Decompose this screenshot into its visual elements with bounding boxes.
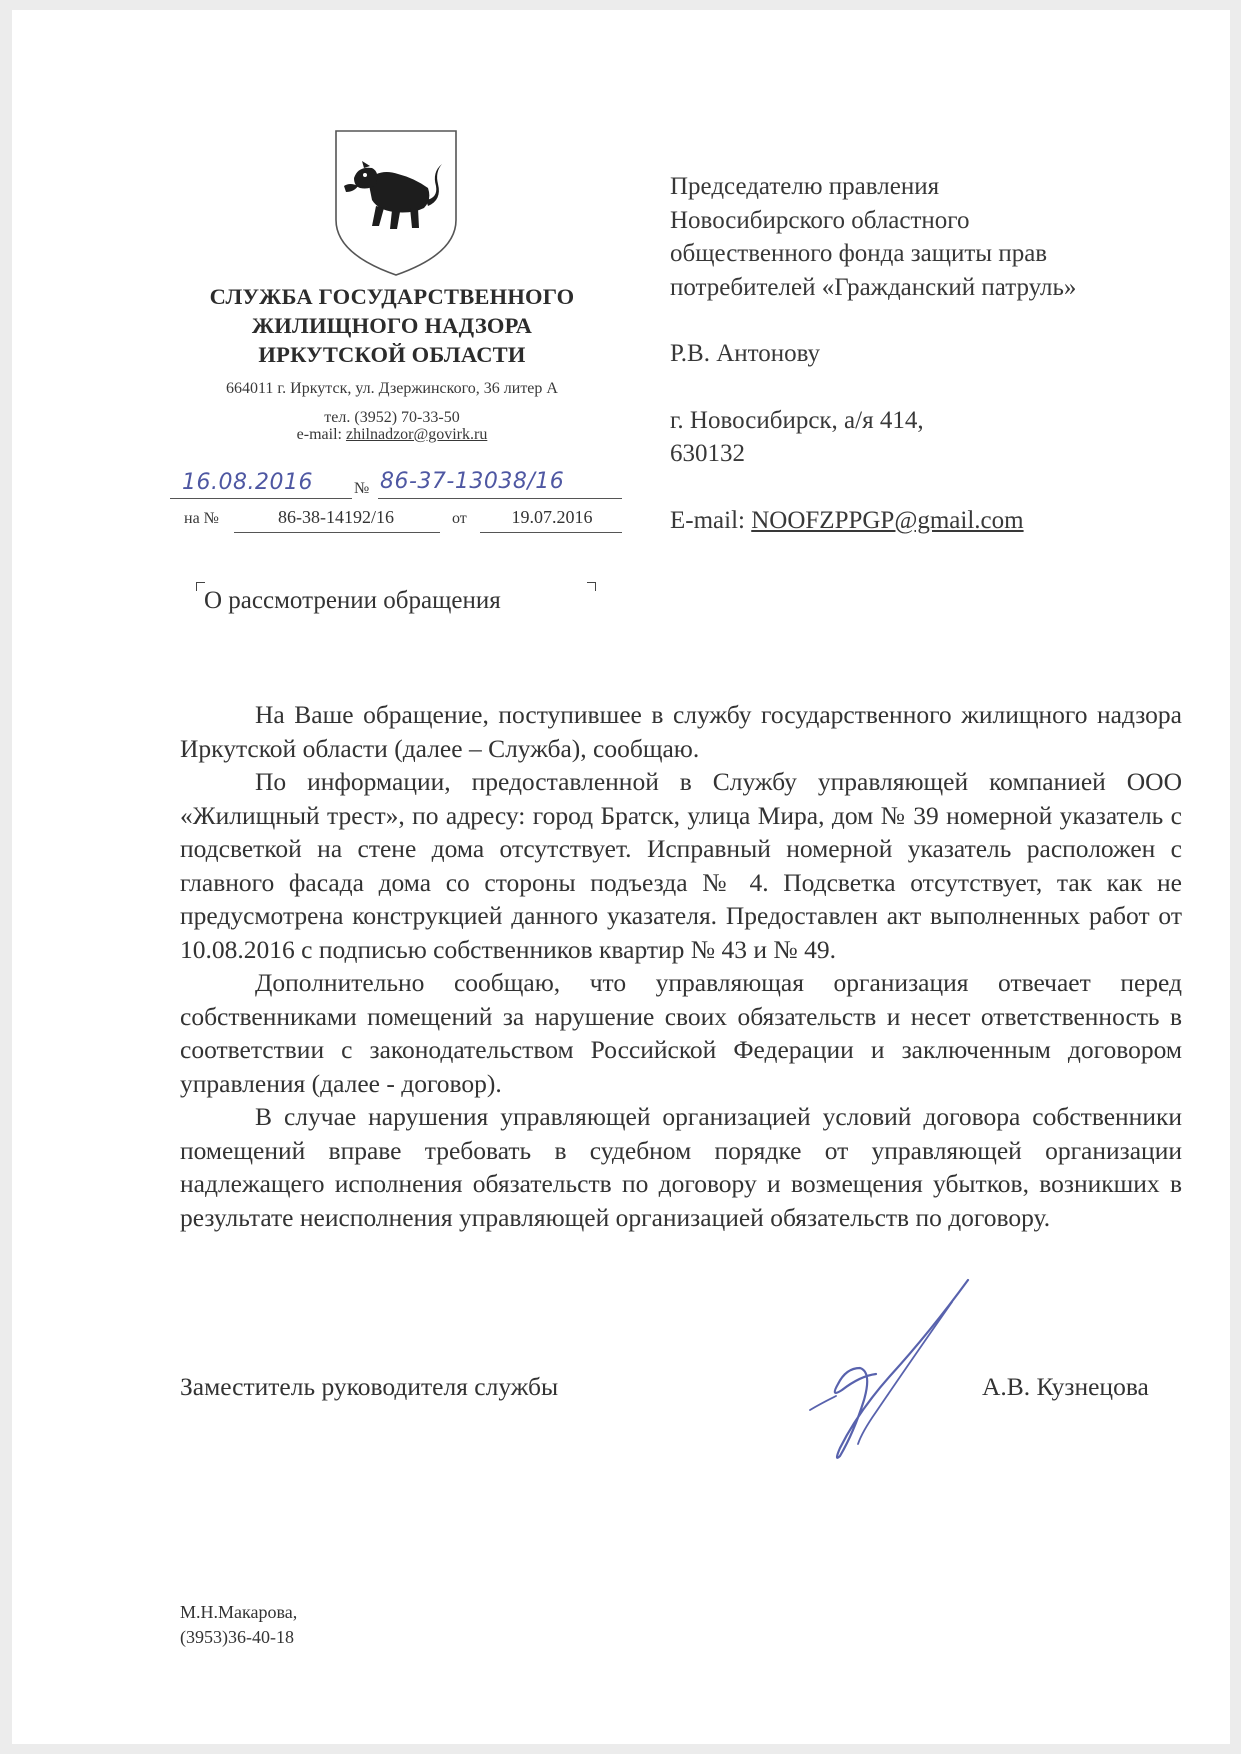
reply-to-label: на № xyxy=(184,510,219,527)
executor-block xyxy=(180,1600,297,1650)
number-sign: № xyxy=(354,480,370,497)
outgoing-number: 86-37-13038/16 xyxy=(380,469,565,494)
subject-corner-right xyxy=(587,582,596,591)
signatory-position: Заместитель руководителя службы xyxy=(180,1372,559,1401)
organization-address: 664011 г. Иркутск, ул. Дзержинского, 36 литер А xyxy=(226,380,558,397)
body-paragraph: В случае нарушения управляющей организацией условий договора собственники помещений вправе требовать в судебном порядке от управляющей организации надлежащего исполнения обязательств по договору и возмещения убытков, возникших в результате неисполнения управляющей организацией обязательств по договору. xyxy=(180,1102,1182,1232)
reply-to-date-label: от xyxy=(452,510,467,527)
signatory-name: А.В. Кузнецова xyxy=(982,1372,1149,1401)
org-name-line: ИРКУТСКОЙ ОБЛАСТИ xyxy=(258,342,526,367)
addressee-line: общественного фонда защиты прав xyxy=(670,240,1048,267)
reply-to-number: 86-38-14192/16 xyxy=(278,507,394,527)
org-name-line: СЛУЖБА ГОСУДАРСТВЕННОГО xyxy=(209,284,575,309)
reply-to-number-rule xyxy=(234,532,440,533)
org-name-line: ЖИЛИЩНОГО НАДЗОРА xyxy=(251,313,533,338)
reply-to-date: 19.07.2016 xyxy=(511,507,593,527)
letter-body xyxy=(180,698,1182,1234)
email-label: e-mail: xyxy=(296,426,342,443)
letter-page xyxy=(12,10,1230,1744)
addressee-email-link[interactable]: NOOFZPPGP@gmail.com xyxy=(751,506,1024,534)
irkutsk-coat-of-arms-icon xyxy=(332,128,460,278)
body-paragraph: На Ваше обращение, поступившее в службу государственного жилищного надзора Иркутской области (далее – Служба), сообщаю. xyxy=(180,700,1182,763)
outgoing-number-rule xyxy=(378,498,622,499)
reply-to-date-rule xyxy=(480,532,622,533)
addressee-email-label: E-mail: xyxy=(670,506,745,534)
organization-email-link[interactable]: zhilnadzor@govirk.ru xyxy=(345,426,488,443)
organization-email-line xyxy=(162,426,622,444)
addressee-address-line: 630132 xyxy=(670,440,745,467)
executor-phone: (3953)36-40-18 xyxy=(180,1627,294,1647)
outgoing-date: 16.08.2016 xyxy=(182,470,313,495)
addressee-address-line: г. Новосибирск, а/я 414, xyxy=(670,406,924,434)
body-paragraph: Дополнительно сообщаю, что управляющая организация отвечает перед собственниками помещений за нарушение своих обязательств и несет ответственность в соответствии с законодательством Российской Федерации и заключенным договором управления (далее - договор). xyxy=(180,968,1182,1098)
organization-phone: тел. (3952) 70-33-50 xyxy=(324,409,460,426)
organization-name xyxy=(162,282,622,369)
addressee-name: Р.В. Антонову xyxy=(670,340,821,367)
addressee-email-line xyxy=(670,504,1190,538)
handwritten-signature-icon xyxy=(780,1272,1000,1472)
addressee-line: Новосибирского областного xyxy=(670,206,970,234)
addressee-block xyxy=(670,170,1190,537)
letter-subject: О рассмотрении обращения xyxy=(204,587,501,614)
body-paragraph: По информации, предоставленной в Службу управляющей компанией ООО «Жилищный трест», по адресу: город Братск, улица Мира, дом № 39 номерной указатель с подсветкой на стене дома отсутствует. Исправный номерной указатель расположен с главного фасада дома со стороны подъезда № 4. Подсветка отсутствует, так как не предусмотрена конструкцией данного указателя. Предоставлен акт выполненных работ от 10.08.2016 с подписью собственников квартир № 43 и № 49. xyxy=(180,767,1182,964)
executor-name: М.Н.Макарова, xyxy=(180,1602,298,1622)
outgoing-date-rule xyxy=(170,498,352,499)
addressee-line: Председателю правления xyxy=(670,173,940,200)
addressee-line: потребителей «Гражданский патруль» xyxy=(670,273,1077,301)
